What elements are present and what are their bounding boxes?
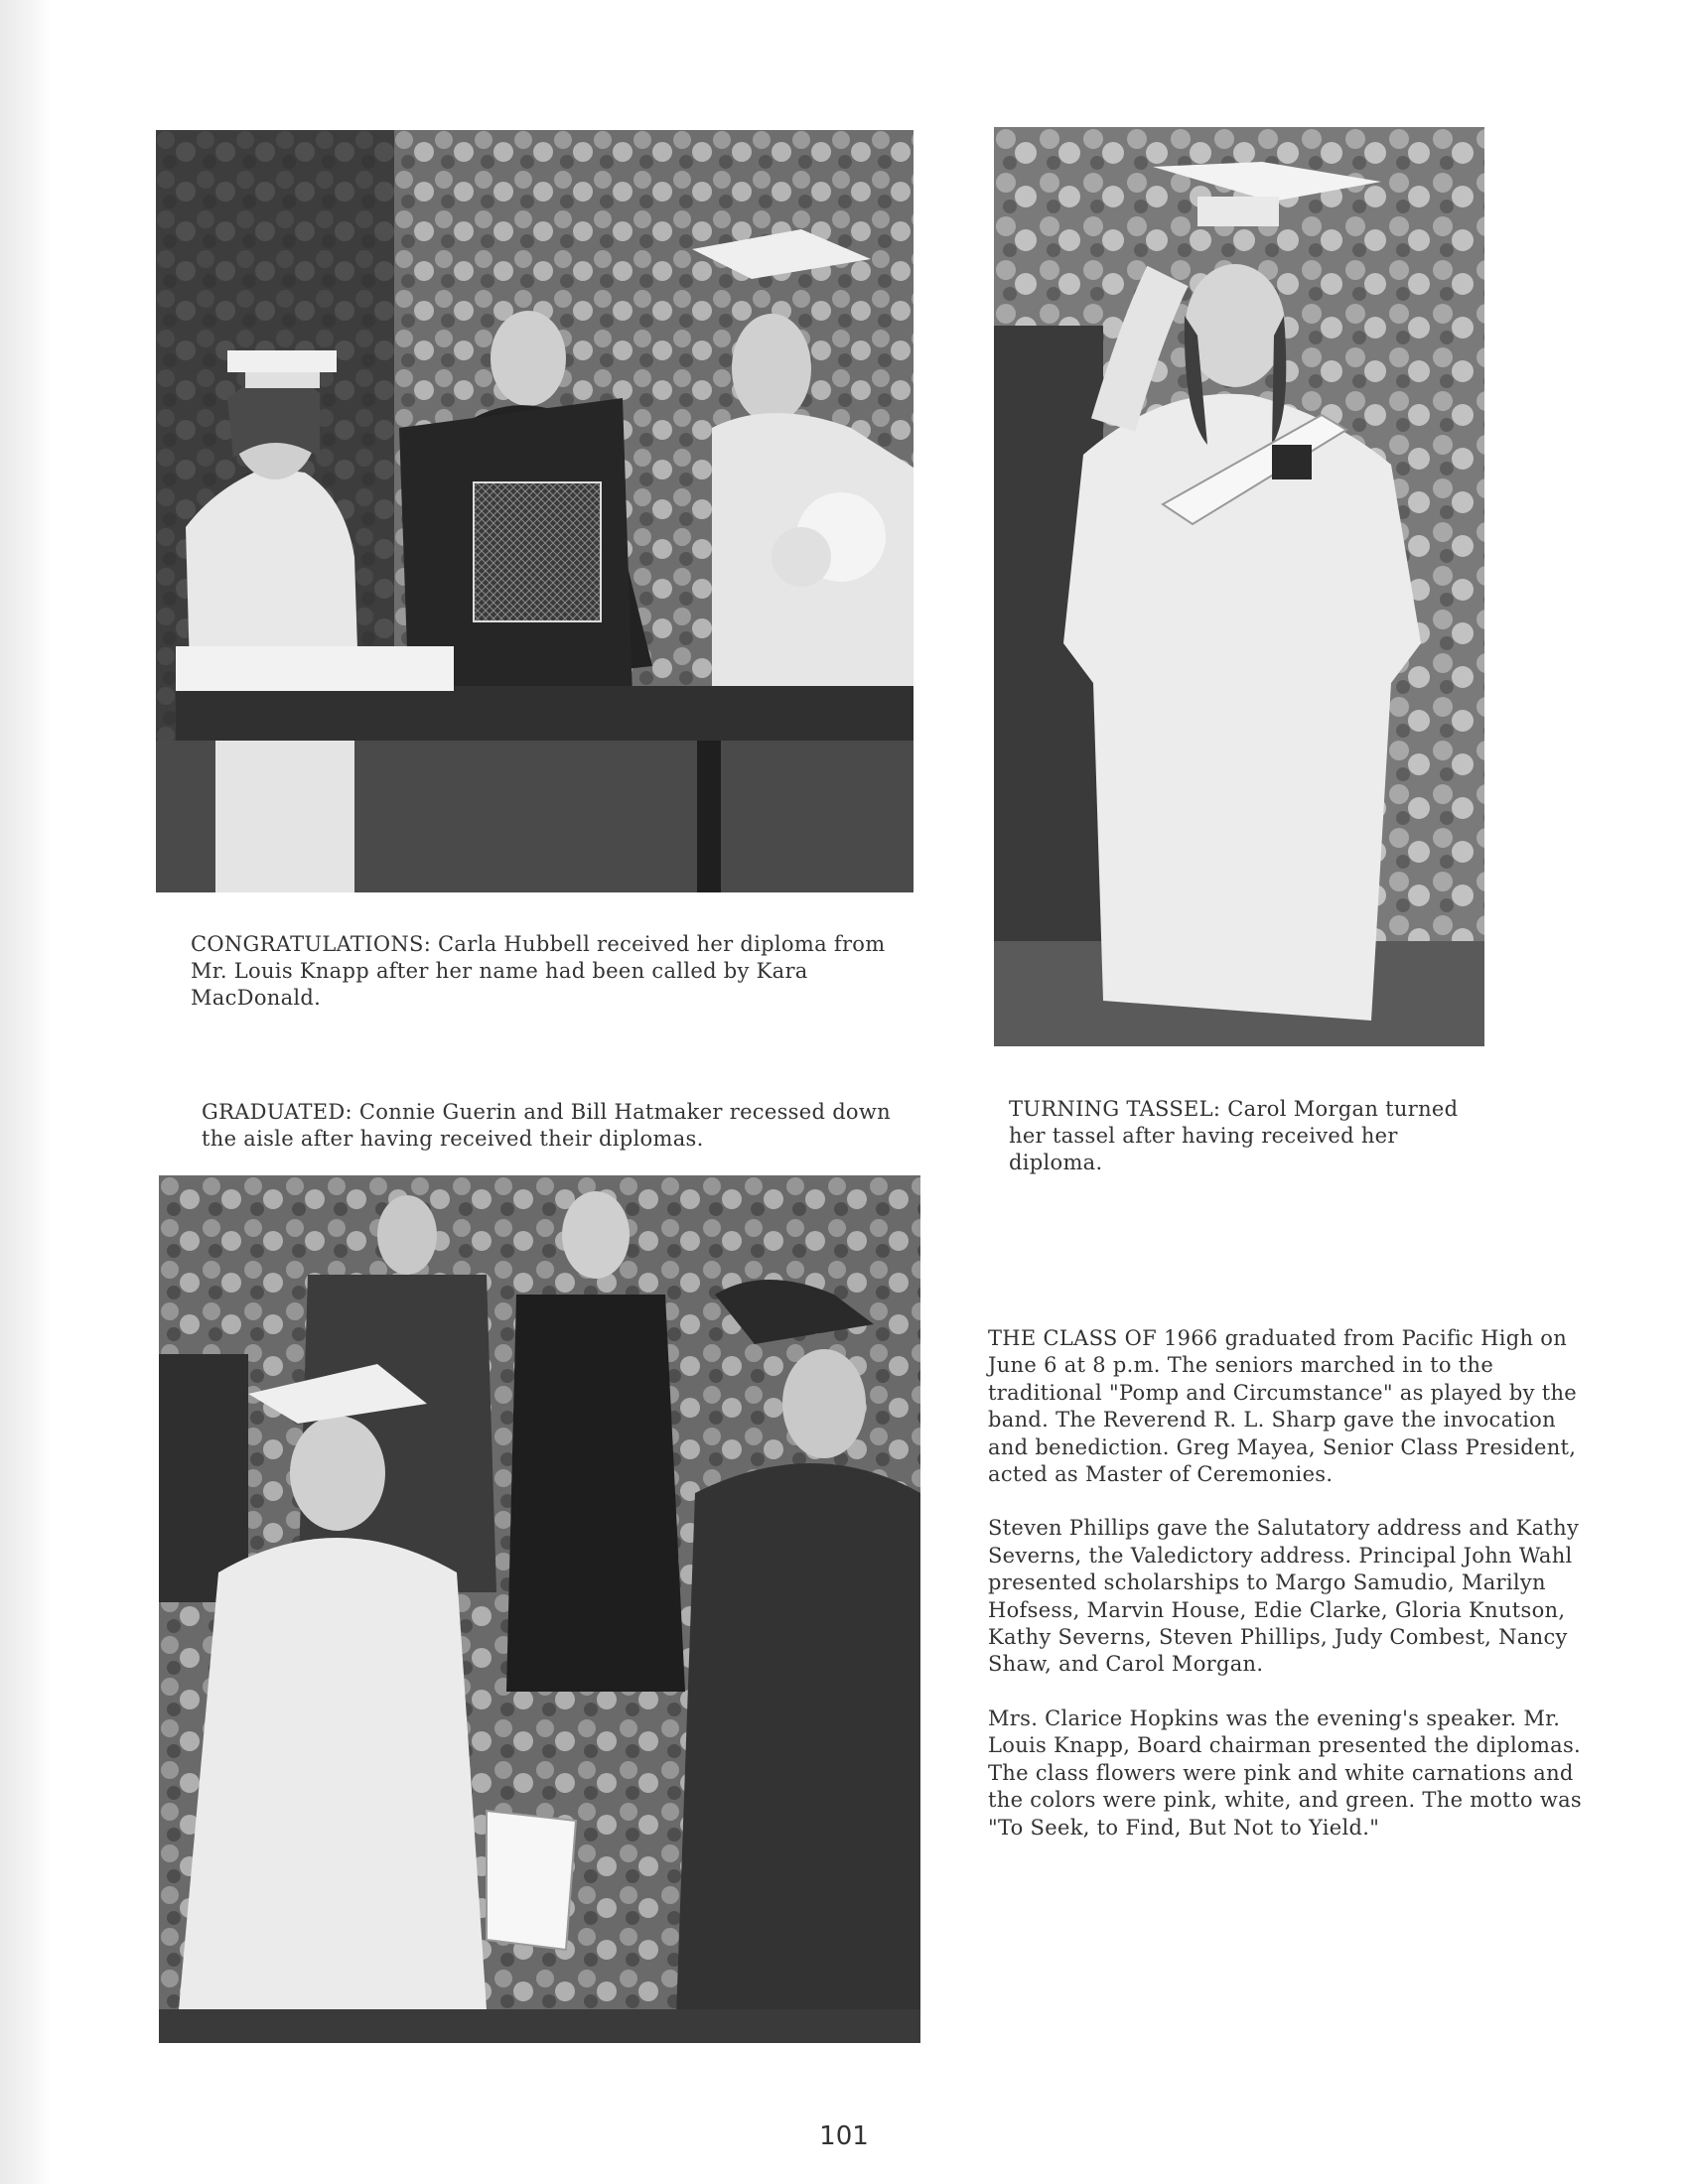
photo-recessional	[159, 1175, 920, 2043]
article-paragraph: Mrs. Clarice Hopkins was the evening's speaker. Mr. Louis Knapp, Board chairman presented the diplomas. The class flowers were pink and white carnations and the colors were pink, white, and green. The motto was "To Seek, to Find, But Not to Yield."	[988, 1706, 1582, 1840]
page-edge-shadow	[0, 0, 52, 2184]
photo-turning-tassel	[994, 127, 1484, 1046]
article-paragraph: Steven Phillips gave the Salutatory address and Kathy Severns, the Valedictory address. Principal John Wahl presented scholarships to Margo Samudio, Marilyn Hofsess, Marvin House, Edie Clarke, Gloria Knutson, Kathy Severns, Steven Phillips, Judy Combest, Nancy Shaw, and Carol Morgan.	[988, 1516, 1580, 1677]
article-paragraph: THE CLASS OF 1966 graduated from Pacific High on June 6 at 8 p.m. The seniors marched in to the traditional "Pomp and Circumstance" as played by the band. The Reverend R. L. Sharp gave the invocation and benediction. Greg Mayea, Senior Class President, acted as Master of Ceremonies.	[988, 1326, 1578, 1487]
photo-diploma-presentation	[156, 130, 914, 892]
caption-turning-tassel: TURNING TASSEL: Carol Morgan turned her tassel after having received her diploma.	[1009, 1097, 1459, 1174]
caption-congratulations: CONGRATULATIONS: Carla Hubbell received her diploma from Mr. Louis Knapp after her name had been called by Kara MacDonald.	[191, 932, 886, 1010]
article-body	[988, 1325, 1589, 1868]
caption-graduated: GRADUATED: Connie Guerin and Bill Hatmaker recessed down the aisle after having received their diplomas.	[202, 1100, 891, 1151]
page-number: 101	[819, 2121, 869, 2151]
